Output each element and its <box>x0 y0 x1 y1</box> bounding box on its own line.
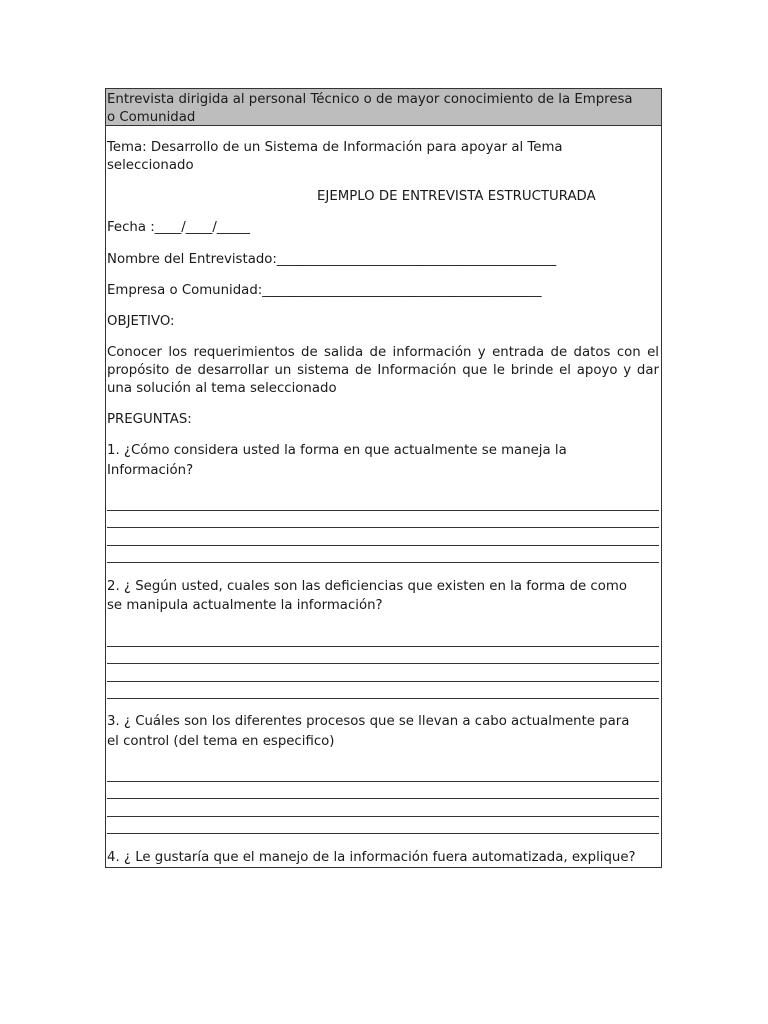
answer-line <box>107 511 659 529</box>
answer-line <box>107 799 659 817</box>
answer-line <box>107 493 659 511</box>
fecha-field: Fecha :____/____/_____ <box>107 220 251 235</box>
question-2-line-1: 2. ¿ Según usted, cuales son las deficiencias que existen en la forma de como <box>107 579 627 594</box>
answer-lines-3 <box>107 764 659 834</box>
tema-line-2: seleccionado <box>107 158 194 173</box>
answer-line <box>107 764 659 782</box>
answer-lines-2 <box>107 629 659 699</box>
question-1-line-1: 1. ¿Cómo considera usted la forma en que actualmente se maneja la <box>107 443 567 458</box>
answer-line <box>107 546 659 564</box>
form-header <box>106 89 661 126</box>
answer-line <box>107 664 659 682</box>
answer-line <box>107 682 659 700</box>
answer-line <box>107 782 659 800</box>
question-3-line-2: el control (del tema en especifico) <box>107 734 335 749</box>
preguntas-label: PREGUNTAS: <box>107 412 192 427</box>
header-line-2: o Comunidad <box>107 110 196 125</box>
question-3-line-1: 3. ¿ Cuáles son los diferentes procesos que se llevan a cabo actualmente para <box>107 714 630 729</box>
interview-form <box>105 88 662 868</box>
document-title: EJEMPLO DE ENTREVISTA ESTRUCTURADA <box>317 189 596 204</box>
nombre-entrevistado-field: Nombre del Entrevistado:__________________________________________ <box>107 252 557 267</box>
answer-line <box>107 647 659 665</box>
question-1-line-2: Información? <box>107 463 194 478</box>
answer-line <box>107 629 659 647</box>
question-2-line-2: se manipula actualmente la información? <box>107 598 383 613</box>
tema-line-1: Tema: Desarrollo de un Sistema de Información para apoyar al Tema <box>107 140 563 155</box>
empresa-comunidad-field: Empresa o Comunidad:__________________________________________ <box>107 283 542 298</box>
answer-line <box>107 817 659 835</box>
objetivo-text: Conocer los requerimientos de salida de información y entrada de datos con el propósito de desarrollar un sistema de Información que le brinde el apoyo y dar una solución al tema seleccionado <box>107 345 659 396</box>
header-line-1: Entrevista dirigida al personal Técnico o de mayor conocimiento de la Empresa <box>107 92 633 107</box>
question-4-line-1: 4. ¿ Le gustaría que el manejo de la información fuera automatizada, explique? <box>107 850 636 865</box>
answer-line <box>107 528 659 546</box>
objetivo-label: OBJETIVO: <box>107 314 175 329</box>
answer-lines-1 <box>107 493 659 563</box>
